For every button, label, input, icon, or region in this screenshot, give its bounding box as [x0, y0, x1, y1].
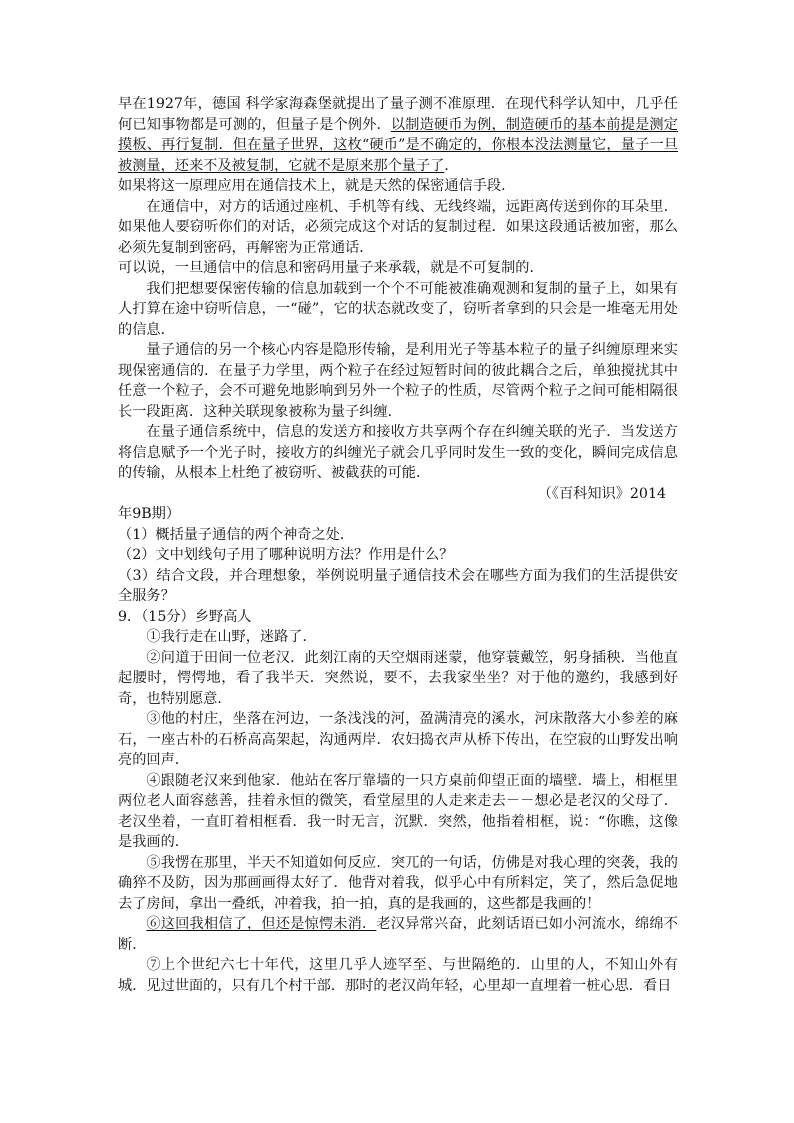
article-paragraph-7: 在量子通信系统中，信息的发送方和接收方共享两个存在纠缠关联的光子．当发送方将信息赋予一个光子时，接收方的纠缠光子就会几乎同时发生一致的变化，瞬间完成信息的传输，从根本上杜绝了被窃听、被截获的可能． — [118, 424, 678, 481]
article-paragraph-3: 在通信中，对方的话通过座机、手机等有线、无线终端，远距离传送到你的耳朵里．如果他人要窃听你们的对话，必须完成这个对话的复制过程．如果这段通话被加密，那么必须先复制到密码，再解密为正常通话． — [118, 198, 678, 256]
source-citation-continued: 年9B期） — [118, 506, 181, 522]
article-paragraph-2: 如果将这一原理应用在通信技术上，就是天然的保密通信手段． — [118, 178, 516, 194]
document-page — [118, 94, 678, 996]
question-3: （3）结合文段，并合理想象，举例说明量子通信技术会在哪些方面为我们的生活提供安全服务？ — [118, 567, 678, 604]
article-paragraph-4: 可以说，一旦通信中的信息和密码用量子来承载，就是不可复制的． — [118, 260, 544, 276]
article-paragraph-1 — [118, 94, 678, 176]
paragraph-text: 老汉异常兴奋，此刻话语已如小河流水，绵绵不断． — [118, 916, 678, 953]
section-heading: 9．（15分）乡野高人 — [118, 608, 252, 625]
article-paragraph-5: 我们把想要保密传输的信息加载到一个个不可能被准确观测和复制的量子上，如果有人打算在途中窃听信息，一“碰”，它的状态就改变了，窃听者拿到的只会是一堆毫无用处的信息． — [118, 280, 678, 338]
source-citation: （《百科知识》2014 — [537, 485, 666, 502]
story-paragraph-5: ⑤我愣在那里，半天不知道如何反应．突兀的一句话，仿佛是对我心理的突袭，我的确猝不及防，因为那画画得太好了．他背对着我，似乎心中有所料定，笑了，然后急促地去了房间，拿出一叠纸，冲着我，拍一拍，真的是我画的，这些都是我画的！ — [118, 854, 678, 912]
story-paragraph-1: ①我行走在山野，迷路了． — [146, 629, 317, 645]
story-paragraph-6 — [118, 914, 678, 955]
underlined-sentence: 以制造硬币为例，制造硬币的基本前提是测定摸板、再行复制．但在量子世界，这枚“硬币”是不确定的，你根本没法测量它，量子一旦被测量，还来不及被复制，它就不是原来那个量子了 — [118, 116, 678, 174]
story-paragraph-3: ③他的村庄，坐落在河边，一条浅浅的河，盈满清亮的溪水，河床散落大小参差的麻石，一座古朴的石桥高高架起，沟通两岸．农妇捣衣声从桥下传出，在空寂的山野发出响亮的回声． — [118, 711, 678, 768]
underlined-sentence: ⑥这回我相信了，但还是惊愕未消． — [146, 916, 377, 932]
paragraph-text: ． — [444, 157, 459, 174]
story-paragraph-2: ②问道于田间一位老汉．此刻江南的天空烟雨迷蒙，他穿蓑戴笠，躬身插秧．当他直起腰时，愕愕地，看了我半天．突然说，要不，去我家坐坐？对于他的邀约，我感到好奇，也特别愿意． — [118, 649, 678, 707]
story-paragraph-4: ④跟随老汉来到他家．他站在客厅靠墙的一只方桌前仰望正面的墙壁．墙上，相框里两位老人面容慈善，挂着永恒的微笑，看堂屋里的人走来走去－－想必是老汉的父母了．老汉坐着，一直盯着相框看．我一时无言，沉默．突然，他指着相框，说：“你瞧，这像是我画的． — [118, 772, 678, 850]
question-2: （2）文中划线句子用了哪种说明方法？作用是什么？ — [118, 547, 454, 563]
story-paragraph-7: ⑦上个世纪六七十年代，这里几乎人迹罕至、与世隔绝的．山里的人，不知山外有城．见过世面的，只有几个村干部．那时的老汉尚年轻，心里却一直埋着一桩心思．看日 — [118, 957, 678, 994]
article-paragraph-6: 量子通信的另一个核心内容是隐形传输，是利用光子等基本粒子的量子纠缠原理来实现保密通信的．在量子力学里，两个粒子在经过短暂时间的彼此耦合之后，单独搅扰其中任意一个粒子，会不可避免地影响到另外一个粒子的性质，尽管两个粒子之间可能相隔很长一段距离．这种关联现象被称为量子纠缠． — [118, 342, 678, 420]
paragraph-text: 早在1927年，德国 科学家海森堡就提出了量子测不准原理．在现代科学认知中，几乎任何已知事物都是可测的，但量子是个例外． — [118, 96, 678, 133]
question-1: （1）概括量子通信的两个神奇之处． — [118, 526, 355, 543]
